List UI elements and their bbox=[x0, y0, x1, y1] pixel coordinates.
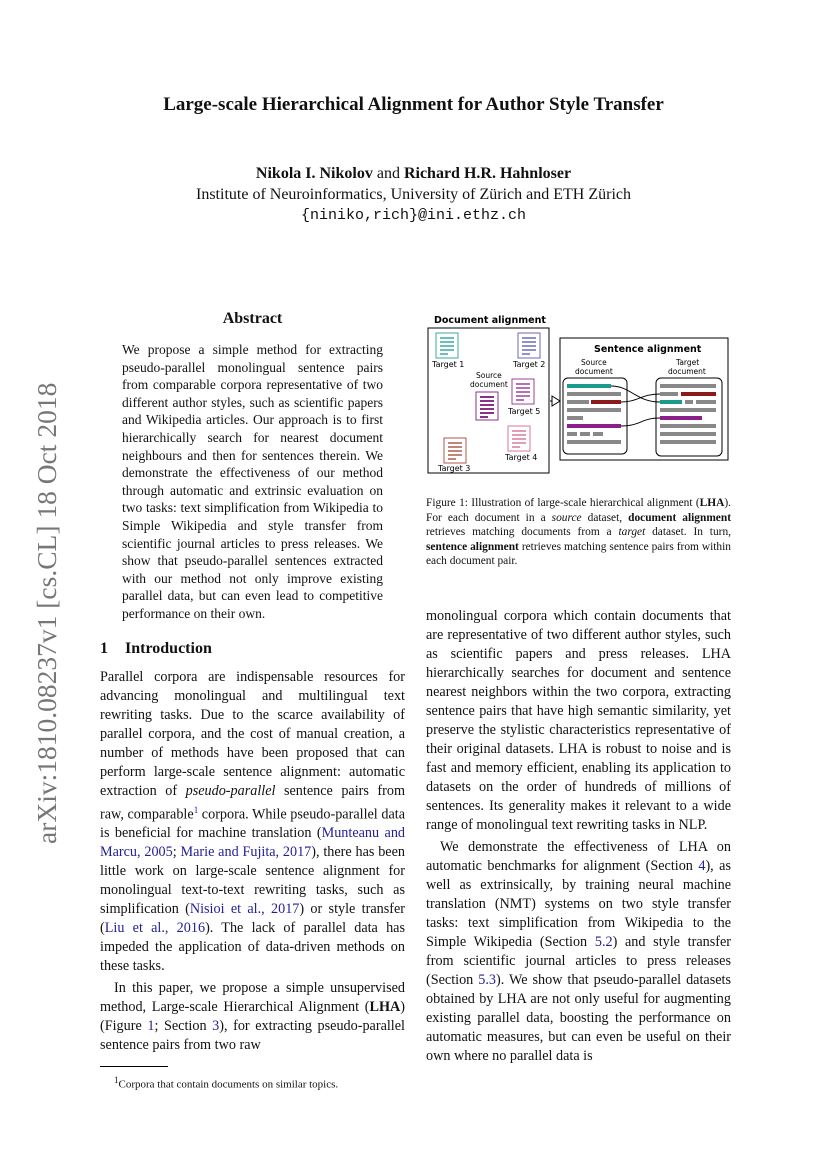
text-run: ) (Figure bbox=[100, 999, 405, 1035]
target-5-label: Target 5 bbox=[508, 407, 541, 416]
caption-run: ). For each document in a bbox=[426, 497, 731, 524]
caption-run: dataset, bbox=[581, 511, 629, 524]
caption-italic: target bbox=[618, 526, 646, 539]
text-run: corpora. While pseudo-parallel data is beneficial for machine translation ( bbox=[100, 806, 405, 842]
caption-run: retrieves matching sentence pairs from within each document pair. bbox=[426, 540, 731, 568]
sentence-target-document bbox=[656, 378, 722, 456]
sent-source-label-1: Source bbox=[581, 358, 607, 367]
right-column-text bbox=[426, 607, 731, 1066]
source-document-icon bbox=[476, 392, 498, 420]
citation-link[interactable]: Marie and Fujita, 2017 bbox=[180, 844, 312, 861]
right-column bbox=[426, 300, 731, 1066]
footnote bbox=[100, 1073, 405, 1092]
abstract-text: We propose a simple method for extracting pseudo-parallel monolingual sentence pairs from comparable corpora representative of two different author styles, such as scientific papers and Wikipedia articles. Our approach is to first hierarchically search for nearest document neighbours and then for sentences therein. We demonstrate the effectiveness of our method through automatic and extrinsic evaluation on two tasks: text simplification from Wikipedia to Simple Wikipedia and style transfer from scientific journal articles to press releases. We show that pseudo-parallel sentences extracted with our method not only improve existing parallel data, but can even lead to competitive performance on their own. bbox=[122, 342, 383, 621]
text-run: sentence pairs from raw, comparable bbox=[100, 782, 405, 823]
intro-paragraph-1 bbox=[100, 668, 405, 977]
text-run: ), for extracting pseudo-parallel sentence pairs from two raw bbox=[100, 1018, 405, 1054]
citation-link[interactable]: Munteanu and Marcu, 2005 bbox=[100, 825, 406, 861]
section-ref-link[interactable]: 3 bbox=[212, 1018, 220, 1035]
citation-link[interactable]: Nisioi et al., 2017 bbox=[189, 901, 300, 918]
text-run: ) or style transfer ( bbox=[100, 901, 405, 937]
italic-term: pseudo-parallel bbox=[185, 782, 276, 799]
target-2-document-icon bbox=[518, 333, 540, 358]
caption-run: retrieves matching documents from a bbox=[426, 526, 619, 539]
arxiv-id-text: arXiv:1810.08237v1 [cs.CL] 18 Oct 2018 bbox=[31, 382, 62, 844]
text-run: ), as well as extrinsically, by training neural machine translation (NMT) systems on two style transfer tasks: text simplification from Wikipedia to the Simple Wikipedia (Section bbox=[426, 857, 732, 950]
text-run: In this paper, we propose a simple unsupervised method, Large-scale Hierarchical Alignment ( bbox=[100, 980, 405, 1016]
target-3-label: Target 3 bbox=[438, 464, 471, 473]
sent-target-label-1: Target bbox=[676, 358, 700, 367]
text-run: We demonstrate the effectiveness of LHA on automatic benchmarks for alignment (Section bbox=[426, 838, 731, 874]
caption-run: dataset. In turn, bbox=[645, 526, 731, 539]
text-run: ). We show that pseudo-parallel datasets obtained by LHA are not only useful for augmenting existing parallel data, boosting the performance on automatic measures, but can even be useful on their own where no parallel data is bbox=[426, 971, 731, 1064]
target-1-document-icon bbox=[436, 333, 458, 358]
author-2: Richard H.R. Hahnloser bbox=[403, 165, 572, 182]
target-4-label: Target 4 bbox=[505, 453, 538, 462]
intro-paragraph-2 bbox=[100, 979, 405, 1055]
caption-bold: LHA bbox=[699, 497, 725, 509]
intro-paragraph-3 bbox=[426, 838, 731, 1066]
abstract-heading: Abstract bbox=[222, 310, 283, 327]
author-1: Nikola I. Nikolov bbox=[255, 165, 373, 182]
text-run: ) and style transfer from scientific journal articles to press releases (Section bbox=[426, 933, 731, 988]
footnote-number: 1 bbox=[114, 1075, 119, 1086]
section-ref-link[interactable]: 5.3 bbox=[478, 971, 496, 988]
footnote-text: Corpora that contain documents on similar topics. bbox=[118, 1078, 339, 1091]
figure-ref-link[interactable]: 1 bbox=[147, 1018, 155, 1035]
author-and: and bbox=[376, 165, 400, 182]
source-doc-label-1: Source bbox=[476, 371, 502, 380]
footnote-rule bbox=[100, 1066, 168, 1067]
section-title: Introduction bbox=[125, 639, 212, 657]
author-block bbox=[0, 163, 827, 226]
caption-bold: sentence alignment bbox=[426, 540, 519, 553]
text-run: Parallel corpora are indispensable resources for advancing monolingual and multilingual text rewriting tasks. Due to the scarce availability of parallel corpora, and the cost of manual creation, a number of methods have been proposed that can perform large-scale sentence alignment: automatic extraction of bbox=[100, 668, 405, 799]
author-email: {niniko,rich}@ini.ethz.ch bbox=[300, 207, 527, 224]
citation-link[interactable]: Liu et al., 2016 bbox=[104, 920, 206, 937]
text-run: ; Section bbox=[154, 1018, 213, 1035]
target-3-document-icon bbox=[444, 438, 466, 463]
arrow-icon bbox=[550, 396, 560, 406]
caption-bold: document alignment bbox=[628, 511, 731, 524]
target-2-label: Target 2 bbox=[513, 360, 546, 369]
section-ref-link[interactable]: 5.2 bbox=[594, 933, 613, 950]
target-4-document-icon bbox=[508, 426, 530, 451]
sent-source-label-2: document bbox=[575, 367, 613, 376]
section-ref-link[interactable]: 4 bbox=[698, 857, 706, 874]
intro-paragraph-2-continued: monolingual corpora which contain documents that are representative of two different author styles, such as scientific papers and press releases. LHA hierarchically searches for document and sentence nearest neighbors within the two corpora, extracting sentence pairs that have high semantic similarity, yet preserve the stylistic characteristics representative of their original datasets. LHA is robust to noise and is fast and memory efficient, enabling its application to datasets on the order of hundreds of millions of sentences. Its generality makes it relevant to a wide range of monolingual text rewriting tasks in NLP. bbox=[426, 607, 731, 833]
caption-run: Figure 1: Illustration of large-scale hierarchical alignment ( bbox=[426, 497, 700, 509]
affiliation: Institute of Neuroinformatics, University of Zürich and ETH Zürich bbox=[196, 186, 631, 203]
sentence-alignment-label: Sentence alignment bbox=[594, 344, 702, 355]
text-run: ). The lack of parallel data has impeded the application of data-driven methods on these tasks. bbox=[100, 920, 405, 975]
footnote-marker[interactable]: 1 bbox=[193, 804, 199, 815]
author-names bbox=[0, 163, 827, 184]
sentence-source-document bbox=[563, 378, 627, 454]
sent-target-label-2: document bbox=[668, 367, 706, 376]
text-run: ; bbox=[172, 844, 181, 861]
bold-term: LHA bbox=[369, 999, 401, 1016]
figure-1-caption bbox=[426, 496, 731, 569]
figure-1 bbox=[426, 314, 731, 474]
paper-title: Large-scale Hierarchical Alignment for Author Style Transfer bbox=[163, 94, 664, 115]
caption-italic: source bbox=[551, 511, 582, 524]
section-number: 1 bbox=[100, 639, 108, 657]
source-doc-label-2: document bbox=[470, 380, 508, 389]
section-heading-introduction bbox=[100, 640, 405, 658]
doc-alignment-label: Document alignment bbox=[434, 315, 546, 326]
target-5-document-icon bbox=[512, 379, 534, 404]
text-run: ), there has been little work on large-scale sentence alignment for monolingual text-to-text rewriting tasks, such as simplification ( bbox=[100, 844, 405, 918]
left-column bbox=[100, 300, 405, 1092]
target-1-label: Target 1 bbox=[432, 360, 465, 369]
arxiv-stamp bbox=[16, 366, 68, 846]
